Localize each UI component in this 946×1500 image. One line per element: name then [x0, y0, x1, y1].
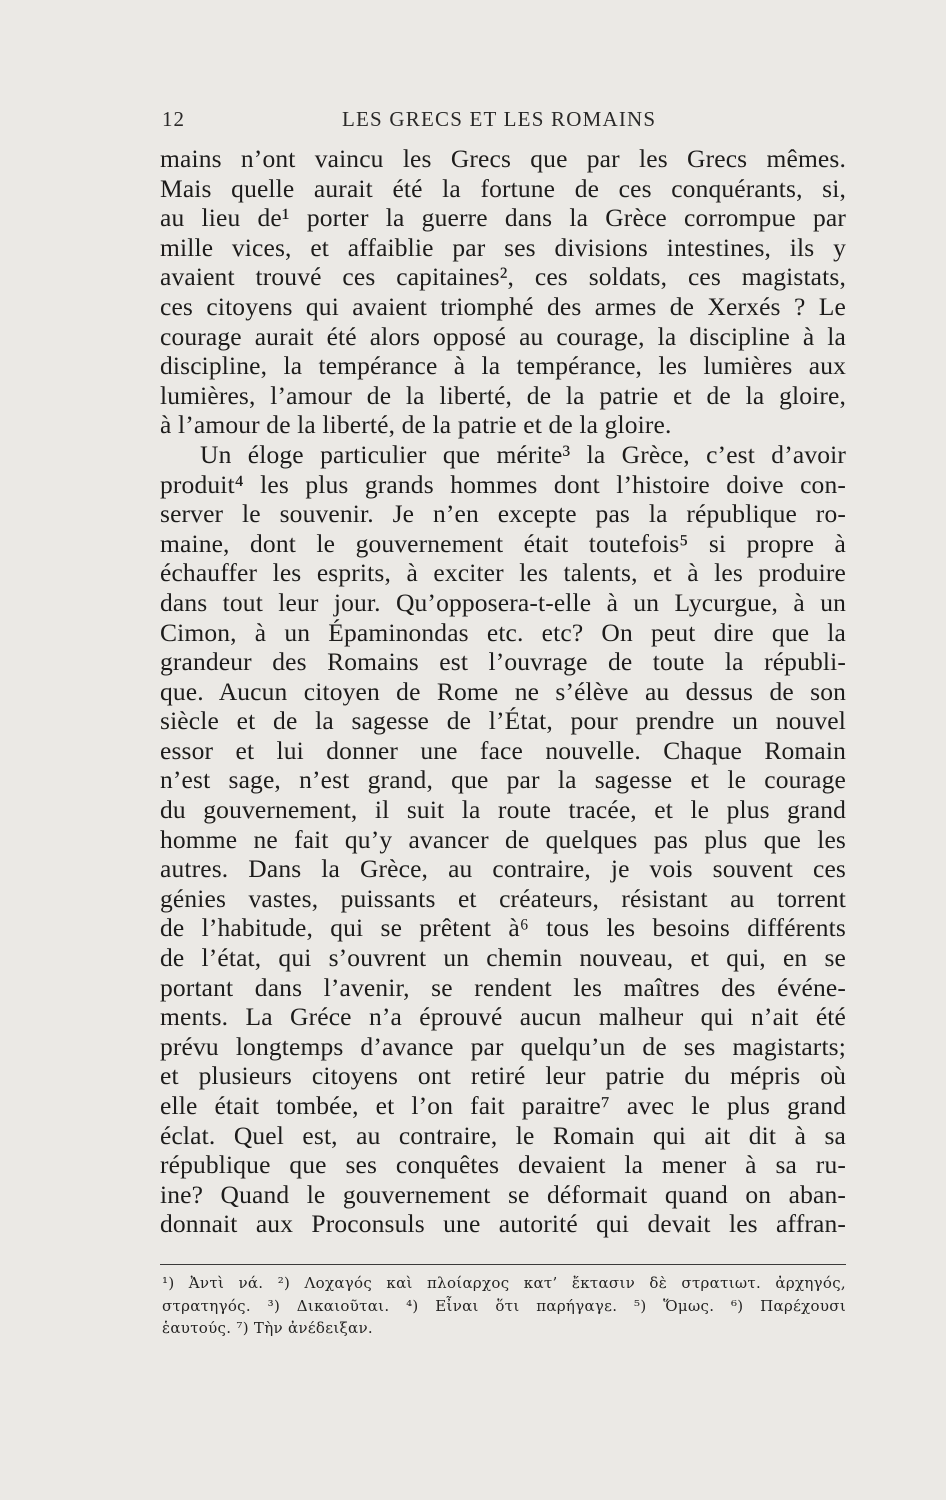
text-line: mains n’ont vaincu les Grecs que par les Grecs mêmes.: [160, 144, 846, 173]
text-line: essor et lui donner une face nouvelle. Chaque Romain: [160, 735, 846, 765]
text-line: n’est sage, n’est grand, que par la sagesse et le courage: [160, 765, 846, 795]
footnote-divider: [160, 1264, 846, 1265]
text-line: produit⁴ les plus grands hommes dont l’histoire doive con-: [160, 469, 846, 499]
footnote-line: στρατηγός. ³) Δικαιοῦται. ⁴) Εἶναι ὅτι παρήγαγε. ⁵) Ὅμως. ⁶) Παρέχουσι: [162, 1296, 846, 1315]
text-line: éclat. Quel est, au contraire, le Romain qui ait dit à sa: [160, 1120, 846, 1150]
footnote-line: ἑαυτούς. ⁷) Τὴν ἀνέδειξαν.: [162, 1319, 373, 1337]
running-title: LES GRECS ET LES ROMAINS: [342, 107, 657, 131]
text-line: de l’habitude, qui se prêtent à⁶ tous les besoins différents: [160, 913, 846, 943]
text-line: république que ses conquêtes devaient la mener à sa ru-: [160, 1150, 846, 1180]
text-line: autres. Dans la Grèce, au contraire, je vois souvent ces: [160, 854, 846, 884]
text-line: dans tout leur jour. Qu’opposera-t-elle à un Lycurgue, à un: [160, 587, 846, 617]
footnotes: [162, 1272, 846, 1340]
text-line: à l’amour de la liberté, de la patrie et de la gloire.: [160, 410, 672, 440]
text-line: ments. La Gréce n’a éprouvé aucun malheur qui n’ait été: [160, 1002, 846, 1032]
text-line: server le souvenir. Je n’en excepte pas la république ro-: [160, 499, 846, 529]
text-line: courage aurait été alors opposé au courage, la discipline à la: [160, 321, 846, 351]
text-line: du gouvernement, il suit la route tracée, et le plus grand: [160, 795, 846, 825]
text-line: grandeur des Romains est l’ouvrage de toute la républi-: [160, 647, 846, 677]
text-line: maine, dont le gouvernement était toutefois⁵ si propre à: [160, 528, 846, 558]
text-line: lumières, l’amour de la liberté, de la patrie et de la gloire,: [160, 380, 846, 410]
text-line: mille vices, et affaiblie par ses divisions intestines, ils y: [160, 232, 846, 262]
text-line: donnait aux Proconsuls une autorité qui devait les affran-: [160, 1209, 846, 1239]
text-line: Mais quelle aurait été la fortune de ces conquérants, si,: [160, 173, 846, 203]
text-line: échauffer les esprits, à exciter les talents, et à les produire: [160, 558, 846, 588]
text-line: et plusieurs citoyens ont retiré leur patrie du mépris où: [160, 1061, 846, 1091]
text-line: au lieu de¹ porter la guerre dans la Grèce corrompue par: [160, 203, 846, 233]
text-line: siècle et de la sagesse de l’État, pour prendre un nouvel: [160, 706, 846, 736]
body-text: [160, 144, 846, 1239]
text-line: avaient trouvé ces capitaines², ces soldats, ces magistats,: [160, 262, 846, 292]
text-line: génies vastes, puissants et créateurs, résistant au torrent: [160, 883, 846, 913]
text-line: prévu longtemps d’avance par quelqu’un de ses magistarts;: [160, 1031, 846, 1061]
page-header: [162, 107, 846, 137]
text-line: ine? Quand le gouvernement se déformait quand on aban-: [160, 1179, 846, 1209]
text-line: elle était tombée, et l’on fait paraitre⁷ avec le plus grand: [160, 1091, 846, 1120]
text-line: portant dans l’avenir, se rendent les maîtres des événe-: [160, 972, 846, 1002]
text-line: discipline, la tempérance à la tempérance, les lumières aux: [160, 351, 846, 381]
text-line: Cimon, à un Épaminondas etc. etc? On peut dire que la: [160, 617, 846, 647]
footnote-line: ¹) Ἀντὶ νά. ²) Λοχαγός καὶ πλοίαρχος κατ’ ἔκτασιν δὲ στρατιωτ. ἀρχηγός,: [162, 1274, 846, 1292]
text-line: homme ne fait qu’y avancer de quelques pas plus que les: [160, 824, 846, 854]
text-line: de l’état, qui s’ouvrent un chemin nouveau, et qui, en se: [160, 943, 846, 973]
text-line: Un éloge particulier que mérite³ la Grèce, c’est d’avoir: [200, 439, 846, 469]
page-number: 12: [162, 107, 185, 131]
text-line: que. Aucun citoyen de Rome ne s’élève au dessus de son: [160, 676, 846, 706]
text-line: ces citoyens qui avaient triomphé des armes de Xerxés ? Le: [160, 291, 846, 321]
